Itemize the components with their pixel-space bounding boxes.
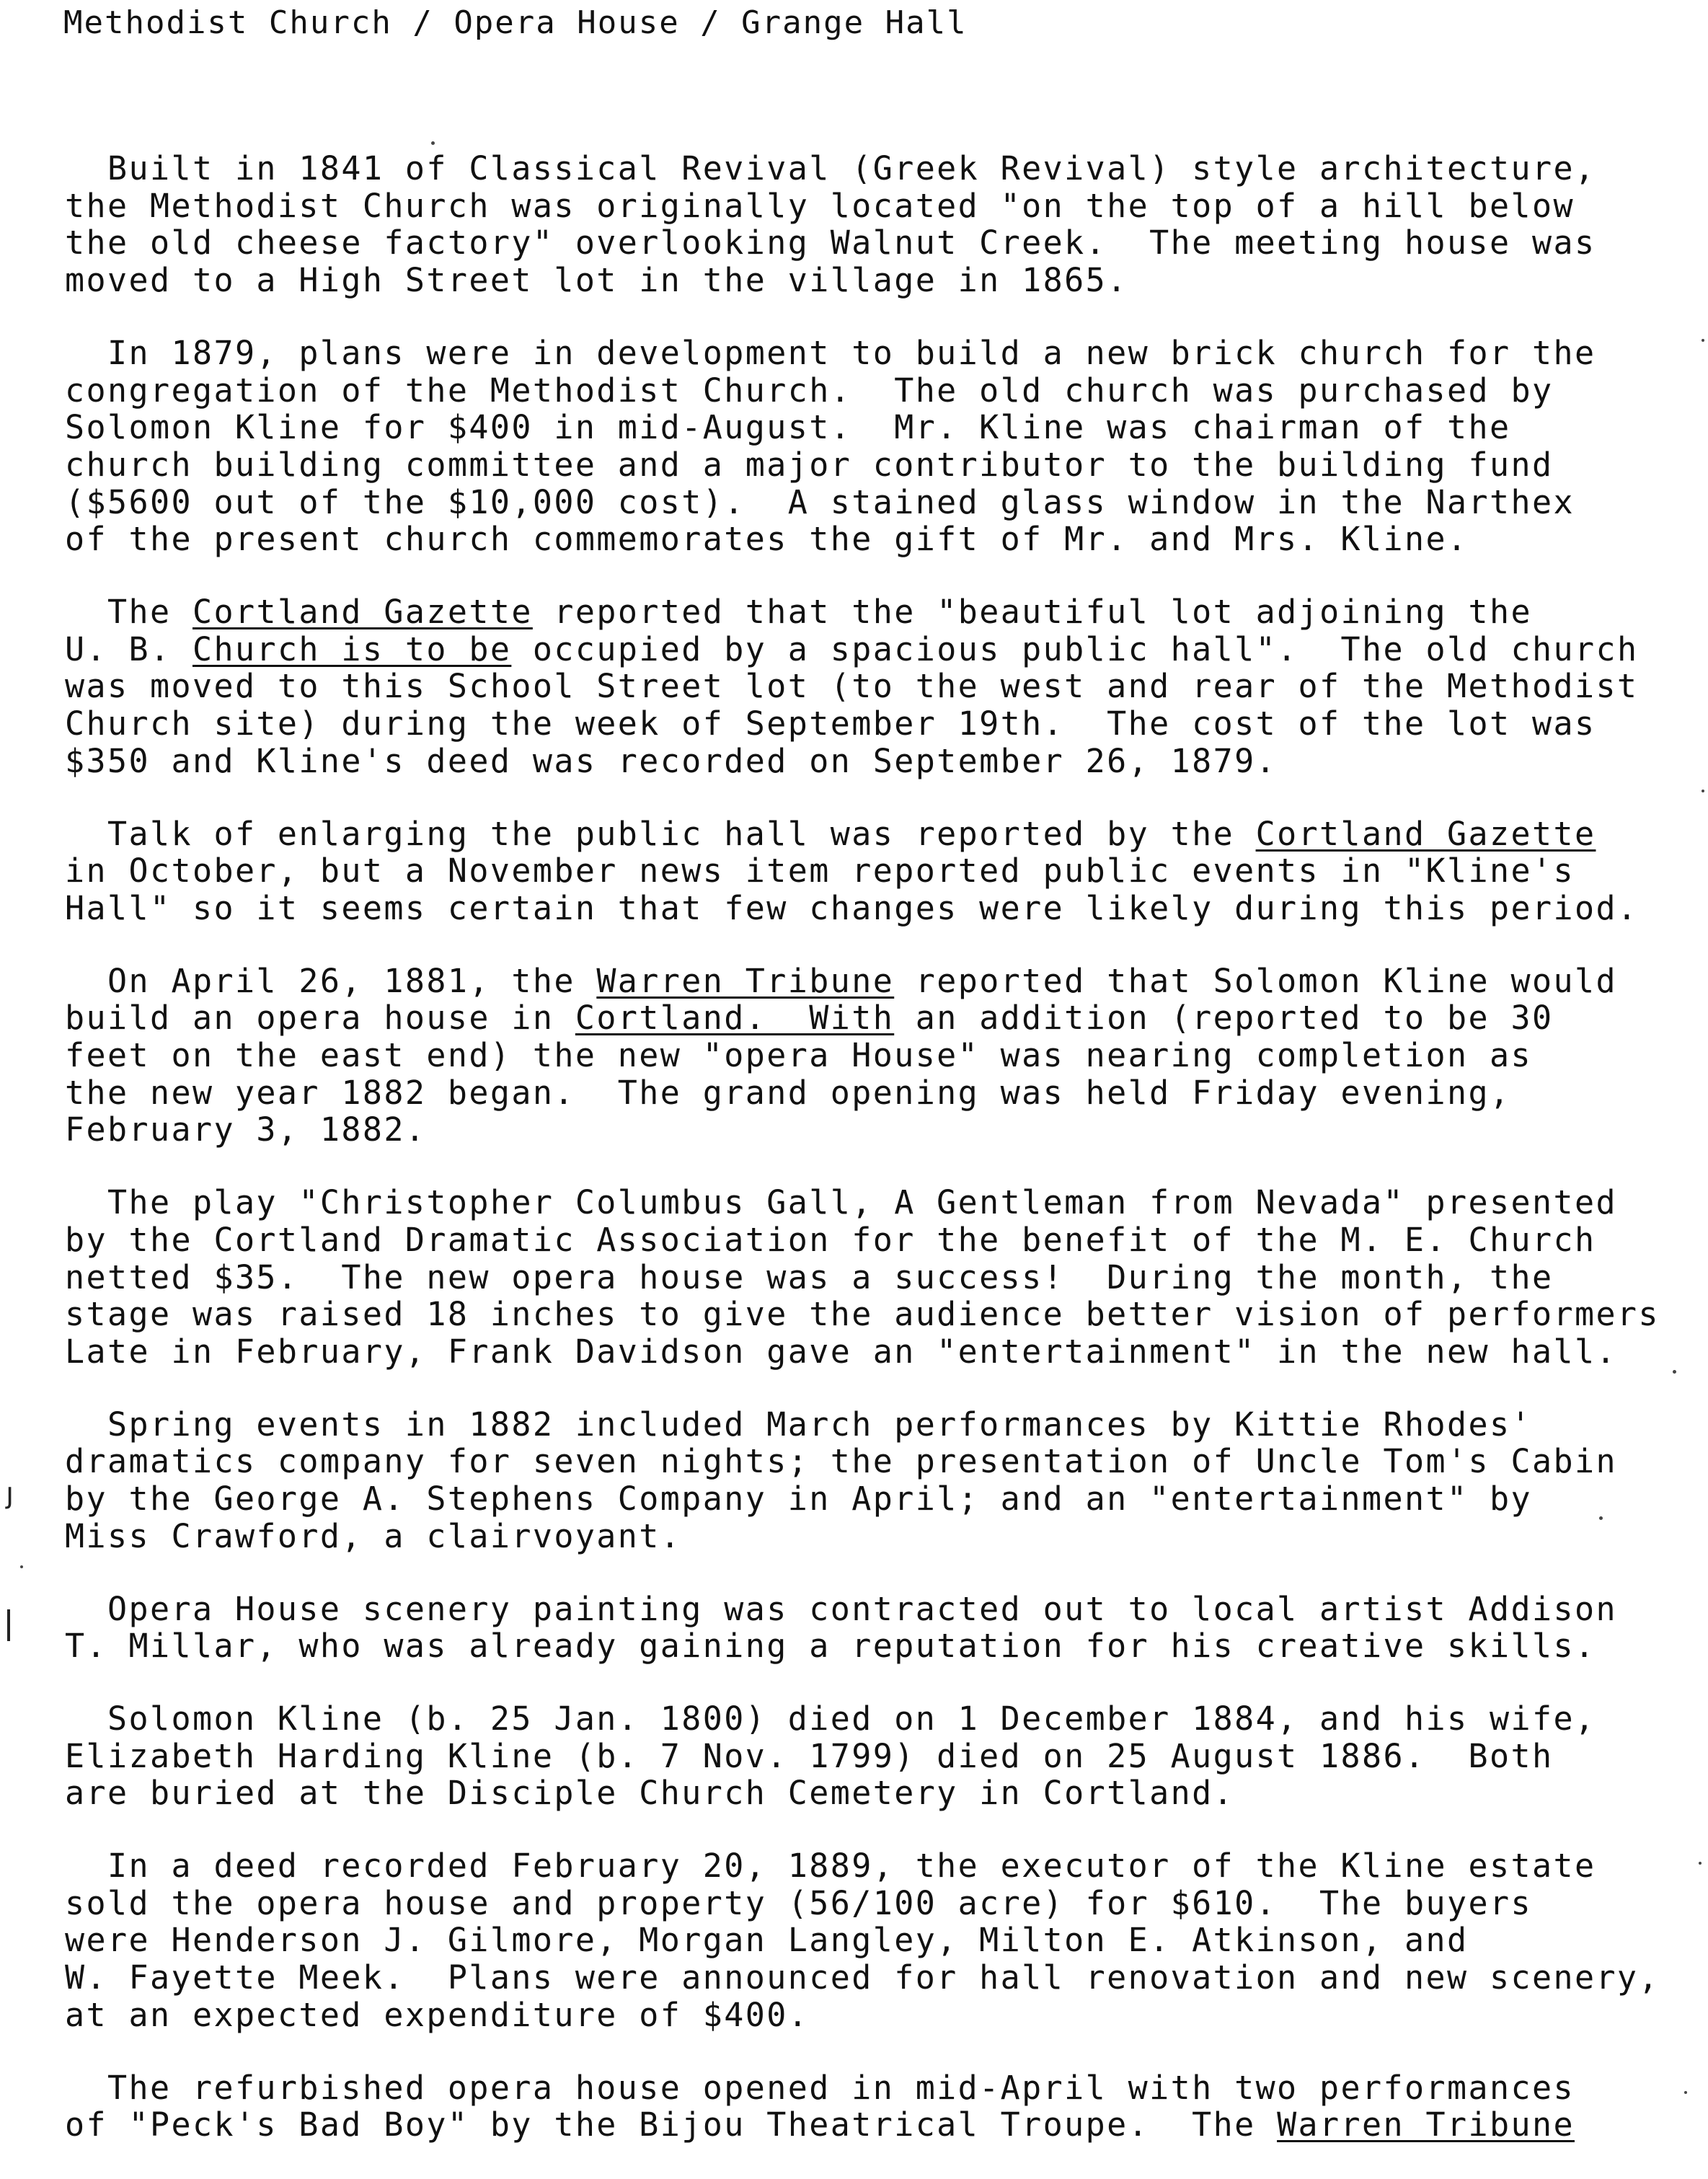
text-line: ($5600 out of the $10,000 cost). A stained glass window in the Narthex [65,482,1575,521]
text-line: the Methodist Church was originally located "on the top of a hill below [65,186,1575,225]
text-line: $350 and Kline's deed was recorded on September 26, 1879. [65,741,1278,780]
speck-mark [431,141,435,145]
text-line: T. Millar, who was already gaining a reputation for his creative skills. [65,1627,1596,1666]
text-line: Elizabeth Harding Kline (b. 7 Nov. 1799) died on 25 August 1886. Both [65,1736,1554,1775]
paragraph [65,1700,1702,1812]
paragraph [65,150,1702,299]
text-line: feet on the east end) the new "opera House" was nearing completion as [65,1036,1532,1075]
text-line: of "Peck's Bad Boy" by the Bijou Theatrical Troupe. The Warren Tribune [65,2105,1575,2144]
paragraph [65,593,1702,780]
text-line: in October, but a November news item reported public events in "Kline's [65,852,1575,890]
text-line: the new year 1882 began. The grand opening was held Friday evening, [65,1073,1511,1112]
text-line: by the George A. Stephens Company in April; and an "entertainment" by [65,1480,1532,1519]
text-line: U. B. Church is to be occupied by a spacious public hall". The old church [65,629,1639,668]
text-line: build an opera house in Cortland. With an addition (reported to be 30 [65,999,1554,1038]
text-line: Hall" so it seems certain that few changes were likely during this period. [65,888,1639,927]
text-line: Built in 1841 of Classical Revival (Greek Revival) style architecture, [65,149,1596,187]
paragraph [65,1406,1702,1555]
text-line: On April 26, 1881, the Warren Tribune reported that Solomon Kline would [65,961,1617,1000]
text-line: The Cortland Gazette reported that the "beautiful lot adjoining the [65,593,1532,632]
underlined-phrase: Cortland Gazette [1255,814,1596,853]
text-line: The refurbished opera house opened in mid-April with two performances [65,2068,1575,2107]
paragraph [65,1591,1702,1665]
speck-mark [1702,790,1704,792]
speck-mark [1673,1370,1676,1374]
page-title: Methodist Church / Opera House / Grange Hall [63,4,968,41]
paragraph [65,963,1702,1149]
paragraph [65,1847,1702,2034]
text-line: Solomon Kline (b. 25 Jan. 1800) died on 1 December 1884, and his wife, [65,1699,1596,1738]
text-line: In 1879, plans were in development to build a new brick church for the [65,333,1596,372]
text-line: of the present church commemorates the gift of Mr. and Mrs. Kline. [65,520,1469,559]
text-line: Talk of enlarging the public hall was reported by the Cortland Gazette [65,814,1596,853]
text-line: netted $35. The new opera house was a success! During the month, the [65,1258,1554,1296]
margin-bar-mark [7,1609,10,1641]
text-line: church building committee and a major contributor to the building fund [65,445,1554,484]
speck-mark [1599,1516,1603,1520]
underlined-phrase: Cortland Gazette [192,593,533,632]
underlined-phrase: Warren Tribune [596,961,895,1000]
underlined-phrase: Warren Tribune [1277,2105,1575,2144]
text-line: Solomon Kline for $400 in mid-August. Mr. Kline was chairman of the [65,408,1511,447]
text-line: Opera House scenery painting was contracted out to local artist Addison [65,1589,1617,1628]
text-line: The play "Christopher Columbus Gall, A Gentleman from Nevada" presented [65,1183,1617,1222]
text-line: are buried at the Disciple Church Cemetery in Cortland. [65,1774,1235,1813]
text-line: sold the opera house and property (56/100 acre) for $610. The buyers [65,1883,1532,1922]
text-line: was moved to this School Street lot (to the west and rear of the Methodist [65,667,1639,706]
text-line: at an expected expenditure of $400. [65,1995,810,2034]
body-text [65,150,1702,2179]
text-line: W. Fayette Meek. Plans were announced for hall renovation and new scenery, [65,1958,1660,1997]
text-line: Late in February, Frank Davidson gave an "entertainment" in the new hall. [65,1332,1617,1371]
speck-mark [1699,1862,1702,1865]
underlined-phrase: Cortland. With [575,999,895,1038]
text-line: Spring events in 1882 included March performances by Kittie Rhodes' [65,1405,1532,1444]
underlined-phrase: Church is to be [192,629,512,668]
paragraph [65,1184,1702,1371]
text-line: congregation of the Methodist Church. The old church was purchased by [65,371,1554,410]
paragraph [65,816,1702,927]
text-line: dramatics company for seven nights; the presentation of Uncle Tom's Cabin [65,1442,1617,1481]
text-line: In a deed recorded February 20, 1889, the executor of the Kline estate [65,1847,1596,1886]
paragraph [65,2069,1702,2144]
speck-mark [20,1565,23,1568]
text-line: Miss Crawford, a clairvoyant. [65,1516,682,1555]
speck-mark [1702,339,1704,342]
text-line: moved to a High Street lot in the village in 1865. [65,261,1128,300]
text-line: were Henderson J. Gilmore, Morgan Langley, Milton E. Atkinson, and [65,1921,1469,1960]
text-line: the old cheese factory" overlooking Walnut Creek. The meeting house was [65,224,1596,262]
paragraph [65,335,1702,558]
text-line: February 3, 1882. [65,1110,427,1149]
margin-check-mark: ȷ [6,1477,14,1510]
text-line: stage was raised 18 inches to give the audience better vision of performers [65,1295,1660,1334]
speck-mark [1684,2091,1687,2094]
text-line: Church site) during the week of September 19th. The cost of the lot was [65,704,1596,743]
text-line: by the Cortland Dramatic Association for the benefit of the M. E. Church [65,1220,1596,1259]
